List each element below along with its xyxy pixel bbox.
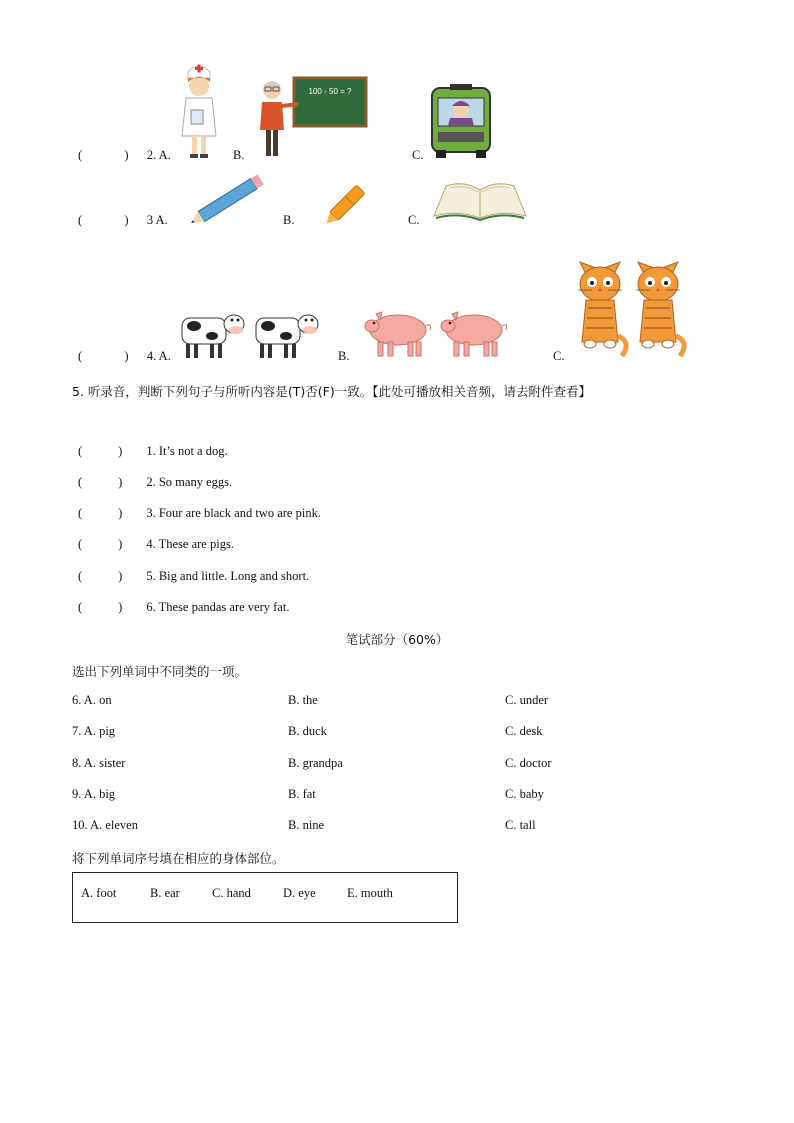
option-a-label: A. — [155, 213, 168, 227]
word-bank-item: A. foot — [81, 886, 117, 900]
answer-paren-close: ) — [118, 569, 123, 583]
question-number: 3 — [146, 213, 154, 227]
answer-paren-close: ) — [124, 349, 129, 363]
word-bank-item: C. hand — [212, 886, 251, 900]
answer-paren-close: ) — [118, 475, 123, 489]
option-b: B. grandpa — [288, 756, 343, 770]
tf-item — [78, 506, 321, 521]
tf-item — [78, 475, 232, 490]
option-c: C. under — [505, 693, 549, 707]
option-c-label: C. — [553, 349, 565, 363]
answer-paren-close: ) — [118, 506, 123, 520]
tf-item-text: 2. So many eggs. — [146, 475, 233, 489]
option-a: 6. A. on — [72, 693, 112, 707]
written-heading: 笔试部分（60%） — [345, 632, 449, 647]
answer-paren-open[interactable]: ( — [78, 213, 83, 227]
tf-item — [78, 537, 234, 552]
answer-paren-close: ) — [118, 537, 123, 551]
nurse-icon — [176, 62, 222, 160]
question-number: 4. — [146, 349, 157, 363]
option-a-label: A. — [158, 148, 171, 162]
answer-paren-open[interactable]: ( — [78, 444, 83, 458]
question-2-row — [78, 148, 171, 163]
option-b-label: B. — [283, 213, 295, 227]
section-5-title: 5. 听录音，判断下列句子与所听内容是(T)否(F)一致。【此处可播放相关音频，请去附件查看】 — [72, 384, 591, 399]
option-c-label: C. — [408, 213, 420, 227]
word-bank-item: E. mouth — [347, 886, 393, 900]
teacher-icon — [258, 76, 368, 160]
option-b-label: B. — [338, 349, 350, 363]
option-b: B. duck — [288, 724, 327, 738]
word-bank-item: D. eye — [283, 886, 316, 900]
answer-paren-close: ) — [118, 600, 123, 614]
two-cats-icon — [574, 256, 686, 360]
answer-paren-close: ) — [124, 148, 129, 162]
tf-item-text: 5. Big and little. Long and short. — [146, 569, 310, 583]
option-a: 7. A. pig — [72, 724, 116, 738]
two-cows-icon — [178, 306, 324, 362]
crayon-icon — [320, 178, 376, 226]
tf-item — [78, 444, 228, 459]
option-c: C. tall — [505, 818, 536, 832]
option-a: 8. A. sister — [72, 756, 126, 770]
pencil-icon — [188, 170, 274, 226]
answer-paren-open[interactable]: ( — [78, 506, 83, 520]
tf-item-text: 1. It’s not a dog. — [146, 444, 228, 458]
odd-one-out-instruction: 选出下列单词中不同类的一项。 — [72, 664, 248, 679]
tf-item-text: 4. These are pigs. — [146, 537, 234, 551]
option-b: B. fat — [288, 787, 316, 801]
answer-paren-open[interactable]: ( — [78, 148, 83, 162]
body-parts-instruction: 将下列单词序号填在相应的身体部位。 — [72, 851, 285, 866]
option-c-label: C. — [412, 148, 424, 162]
question-number: 2. — [146, 148, 157, 162]
option-a: 9. A. big — [72, 787, 116, 801]
option-c: C. doctor — [505, 756, 552, 770]
answer-paren-close: ) — [124, 213, 129, 227]
bus-driver-icon — [430, 84, 492, 160]
book-icon — [432, 178, 528, 220]
answer-paren-close: ) — [118, 444, 123, 458]
tf-item-text: 6. These pandas are very fat. — [146, 600, 290, 614]
answer-paren-open[interactable]: ( — [78, 569, 83, 583]
tf-item — [78, 600, 289, 615]
question-4-row — [78, 349, 171, 364]
answer-paren-open[interactable]: ( — [78, 475, 83, 489]
option-b-label: B. — [233, 148, 245, 162]
word-bank-item: B. ear — [150, 886, 180, 900]
question-3-row — [78, 213, 168, 228]
tf-item-text: 3. Four are black and two are pink. — [146, 506, 321, 520]
answer-paren-open[interactable]: ( — [78, 349, 83, 363]
blackboard-text: 100 - 50 = ? — [308, 87, 352, 96]
two-pigs-icon — [364, 308, 510, 360]
answer-paren-open[interactable]: ( — [78, 600, 83, 614]
option-c: C. baby — [505, 787, 544, 801]
option-b: B. the — [288, 693, 318, 707]
option-b: B. nine — [288, 818, 325, 832]
option-a-label: A. — [158, 349, 171, 363]
tf-item — [78, 569, 309, 584]
option-a: 10. A. eleven — [72, 818, 138, 832]
option-c: C. desk — [505, 724, 543, 738]
word-bank-box — [72, 872, 458, 923]
answer-paren-open[interactable]: ( — [78, 537, 83, 551]
